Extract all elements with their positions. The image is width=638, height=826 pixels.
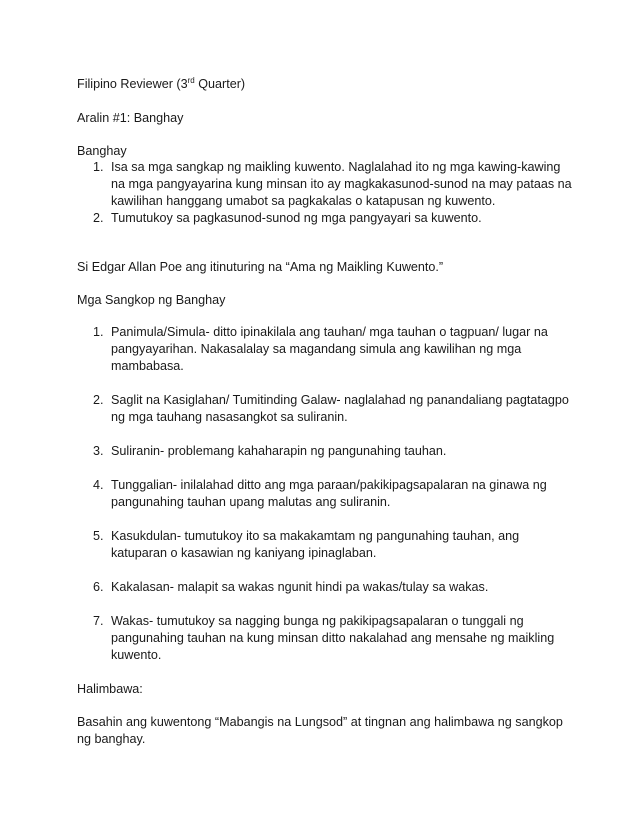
list-item xyxy=(77,579,577,596)
title-suffix: Quarter) xyxy=(194,77,246,91)
list-text: Tunggalian- inilalahad ditto ang mga paraan/pakikipagsapalaran na ginawa ng pangunahing tauhan upang malutas ang suliranin. xyxy=(111,478,547,509)
list-text: Isa sa mga sangkap ng maikling kuwento. Naglalahad ito ng mga kawing-kawing na mga pangyayarina kung minsan ito ay magkakasunod-sunod na may pataas na kawilihan hanggang umabot sa pagkakalas o katapusan ng kuwento. xyxy=(111,160,572,208)
title-prefix: Filipino Reviewer (3 xyxy=(77,77,188,91)
list-item xyxy=(77,477,577,511)
list-text: Saglit na Kasiglahan/ Tumitinding Galaw- naglalahad ng panandaliang pagtatagpo ng mga tauhang nasasangkot sa suliranin. xyxy=(111,393,569,424)
list-text: Wakas- tumutukoy sa nagging bunga ng pakikipagsapalaran o tunggali ng pangunahing tauhan na kung minsan ditto nakalahad ang mensahe ng maikling kuwento. xyxy=(111,614,555,662)
list-text: Tumutukoy sa pagkasunod-sunod ng mga pangyayari sa kuwento. xyxy=(111,211,482,225)
list-number: 2. xyxy=(93,393,104,407)
halimbawa-label: Halimbawa: xyxy=(77,682,143,696)
list-item xyxy=(77,443,577,460)
list-text: Kakalasan- malapit sa wakas ngunit hindi pa wakas/tulay sa wakas. xyxy=(111,580,489,594)
title-superscript: rd xyxy=(187,75,195,85)
list-number: 7. xyxy=(93,614,104,628)
banghay-definition-list xyxy=(77,159,577,227)
list-item xyxy=(77,210,577,227)
basahin-paragraph: Basahin ang kuwentong “Mabangis na Lungsod” at tingnan ang halimbawa ng sangkop ng banghay. xyxy=(77,715,563,746)
poe-statement: Si Edgar Allan Poe ang itinuturing na “Ama ng Maikling Kuwento.” xyxy=(77,260,444,274)
sangkap-list xyxy=(77,324,577,664)
list-number: 6. xyxy=(93,580,104,594)
list-number: 1. xyxy=(93,160,104,174)
list-item xyxy=(77,159,577,210)
aralin-heading: Aralin #1: Banghay xyxy=(77,111,184,125)
list-item xyxy=(77,613,577,664)
list-item xyxy=(77,528,577,562)
banghay-heading: Banghay xyxy=(77,144,127,158)
document-title xyxy=(77,76,245,93)
sangkap-heading: Mga Sangkop ng Banghay xyxy=(77,293,226,307)
list-item xyxy=(77,392,577,426)
list-text: Suliranin- problemang kahaharapin ng pangunahing tauhan. xyxy=(111,444,447,458)
list-number: 2. xyxy=(93,211,104,225)
list-number: 1. xyxy=(93,325,104,339)
list-number: 5. xyxy=(93,529,104,543)
list-text: Panimula/Simula- ditto ipinakilala ang tauhan/ mga tauhan o tagpuan/ lugar na pangyayarihan. Nakasalalay sa magandang simula ang kawilihan ng mga mambabasa. xyxy=(111,325,548,373)
list-number: 3. xyxy=(93,444,104,458)
list-item xyxy=(77,324,577,375)
list-number: 4. xyxy=(93,478,104,492)
list-text: Kasukdulan- tumutukoy ito sa makakamtam ng pangunahing tauhan, ang katuparan o kasawian ng kaniyang ipinaglaban. xyxy=(111,529,520,560)
